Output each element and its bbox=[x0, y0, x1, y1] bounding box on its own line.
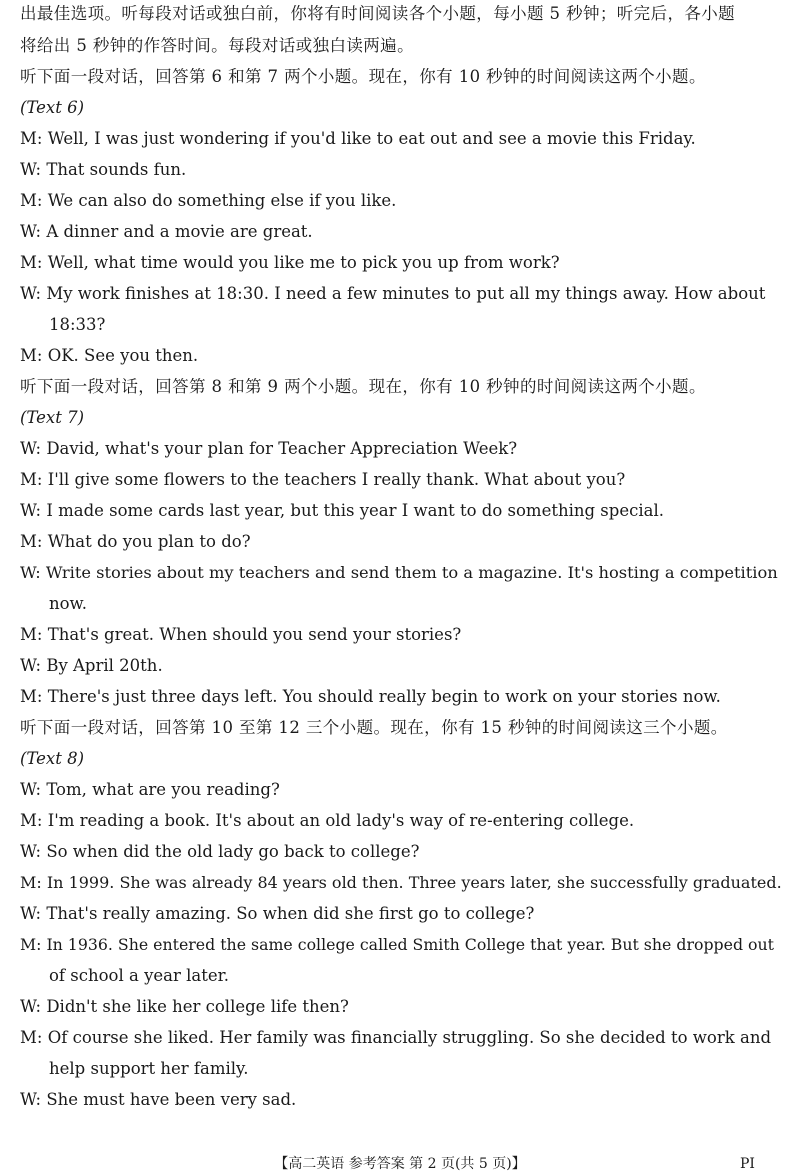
dialogue-line: W: I made some cards last year, but this year I want to do something special. bbox=[20, 501, 664, 520]
dialogue-line: M: What do you plan to do? bbox=[20, 532, 251, 551]
dialogue-line-continuation: of school a year later. bbox=[49, 966, 229, 985]
section-label: (Text 8) bbox=[20, 749, 85, 768]
dialogue-line: W: A dinner and a movie are great. bbox=[20, 222, 313, 241]
dialogue-line-continuation: 18:33? bbox=[49, 315, 106, 334]
dialogue-line: M: OK. See you then. bbox=[20, 346, 199, 365]
instruction-line: 出最佳选项。听每段对话或独白前，你将有时间阅读各个小题，每小题 5 秒钟；听完后，各小题 bbox=[20, 4, 736, 23]
section-intro: 听下面一段对话，回答第 8 和第 9 两个小题。现在，你有 10 秒钟的时间阅读这两个小题。 bbox=[20, 377, 706, 396]
section-intro: 听下面一段对话，回答第 6 和第 7 两个小题。现在，你有 10 秒钟的时间阅读这两个小题。 bbox=[20, 67, 706, 86]
dialogue-line: M: I'll give some flowers to the teachers I really thank. What about you? bbox=[20, 470, 626, 489]
dialogue-line: W: Tom, what are you reading? bbox=[20, 780, 280, 799]
dialogue-line: M: I'm reading a book. It's about an old lady's way of re-entering college. bbox=[20, 811, 635, 830]
instruction-line: 将给出 5 秒钟的作答时间。每段对话或独白读两遍。 bbox=[20, 36, 414, 55]
dialogue-line: M: Well, what time would you like me to pick you up from work? bbox=[20, 253, 560, 272]
dialogue-line: M: In 1999. She was already 84 years old then. Three years later, she successfully graduated. bbox=[20, 873, 782, 892]
page-footer-code: PI bbox=[740, 1156, 755, 1172]
dialogue-line: W: Write stories about my teachers and send them to a magazine. It's hosting a competition bbox=[20, 563, 778, 582]
dialogue-line: M: There's just three days left. You should really begin to work on your stories now. bbox=[20, 687, 721, 706]
dialogue-line: W: Didn't she like her college life then? bbox=[20, 997, 349, 1016]
dialogue-line: M: We can also do something else if you like. bbox=[20, 191, 397, 210]
dialogue-line: M: Well, I was just wondering if you'd like to eat out and see a movie this Friday. bbox=[20, 129, 696, 148]
page-footer: 【高二英语 参考答案 第 2 页(共 5 页)】 bbox=[274, 1156, 526, 1172]
section-intro: 听下面一段对话，回答第 10 至第 12 三个小题。现在，你有 15 秒钟的时间阅读这三个小题。 bbox=[20, 718, 728, 737]
dialogue-line: W: By April 20th. bbox=[20, 656, 163, 675]
dialogue-line: W: So when did the old lady go back to college? bbox=[20, 842, 420, 861]
dialogue-line-continuation: help support her family. bbox=[49, 1059, 249, 1078]
section-label: (Text 7) bbox=[20, 408, 85, 427]
dialogue-line: W: David, what's your plan for Teacher Appreciation Week? bbox=[20, 439, 518, 458]
dialogue-line: M: Of course she liked. Her family was financially struggling. So she decided to work and bbox=[20, 1028, 772, 1047]
section-label: (Text 6) bbox=[20, 98, 85, 117]
dialogue-line: W: That sounds fun. bbox=[20, 160, 187, 179]
dialogue-line: W: That's really amazing. So when did she first go to college? bbox=[20, 904, 535, 923]
dialogue-line-continuation: now. bbox=[49, 594, 87, 613]
dialogue-line: M: That's great. When should you send your stories? bbox=[20, 625, 462, 644]
dialogue-line: W: My work finishes at 18:30. I need a few minutes to put all my things away. How about bbox=[20, 284, 766, 303]
dialogue-line: W: She must have been very sad. bbox=[20, 1090, 297, 1109]
dialogue-line: M: In 1936. She entered the same college called Smith College that year. But she dropped out bbox=[20, 935, 774, 954]
